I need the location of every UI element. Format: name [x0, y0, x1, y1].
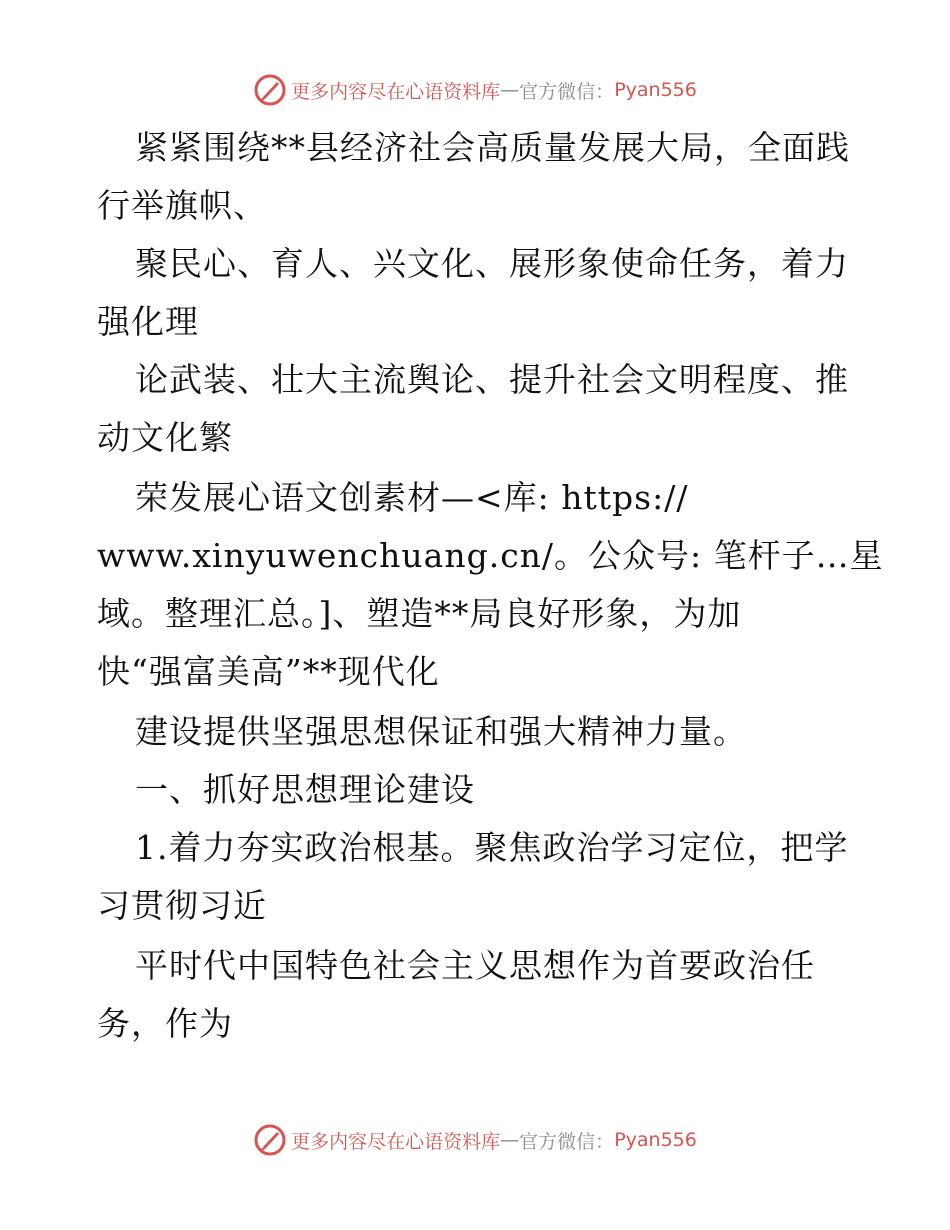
- doc-line: 动文化繁: [97, 418, 233, 457]
- doc-line: 快“强富美高”**现代化: [97, 652, 440, 691]
- doc-line: 论武装、壮大主流舆论、提升社会文明程度、推: [135, 360, 849, 399]
- watermark-wechat-id: Pyan556: [614, 1129, 697, 1151]
- doc-line: 建设提供坚强思想保证和强大精神力量。: [135, 712, 747, 751]
- doc-line: 域。整理汇总。]、塑造**局良好形象，为加: [97, 594, 742, 633]
- watermark-site-text: 更多内容尽在心语资料库: [291, 80, 501, 103]
- doc-line: 行举旗帜、: [97, 186, 267, 225]
- watermark-label: 官方微信：: [519, 80, 615, 103]
- watermark-label: 官方微信：: [519, 1130, 615, 1153]
- footer-watermark: [0, 1120, 950, 1160]
- doc-line: 习贯彻习近: [97, 886, 267, 925]
- doc-line: 务，作为: [97, 1004, 233, 1043]
- doc-line: 荣发展心语文创素材—<库: https://: [135, 478, 689, 517]
- watermark-site-text: 更多内容尽在心语资料库: [291, 1130, 501, 1153]
- quill-seal-icon: [253, 1123, 287, 1157]
- doc-line: 聚民心、育人、兴文化、展形象使命任务，着力: [135, 244, 849, 283]
- doc-line: 紧紧围绕**县经济社会高质量发展大局，全面践: [135, 128, 850, 167]
- doc-line: 平时代中国特色社会主义思想作为首要政治任: [135, 946, 815, 985]
- doc-line: 强化理: [97, 302, 199, 341]
- header-watermark: [0, 70, 950, 110]
- doc-line: www.xinyuwenchuang.cn/。公众号: 笔杆子…星: [97, 536, 884, 575]
- quill-seal-icon: [253, 73, 287, 107]
- watermark-separator: —: [500, 79, 520, 101]
- doc-line: 1.着力夯实政治根基。聚焦政治学习定位，把学: [135, 828, 849, 867]
- watermark-wechat-id: Pyan556: [614, 79, 697, 101]
- section-heading: 一、抓好思想理论建设: [135, 770, 475, 809]
- watermark-separator: —: [500, 1129, 520, 1151]
